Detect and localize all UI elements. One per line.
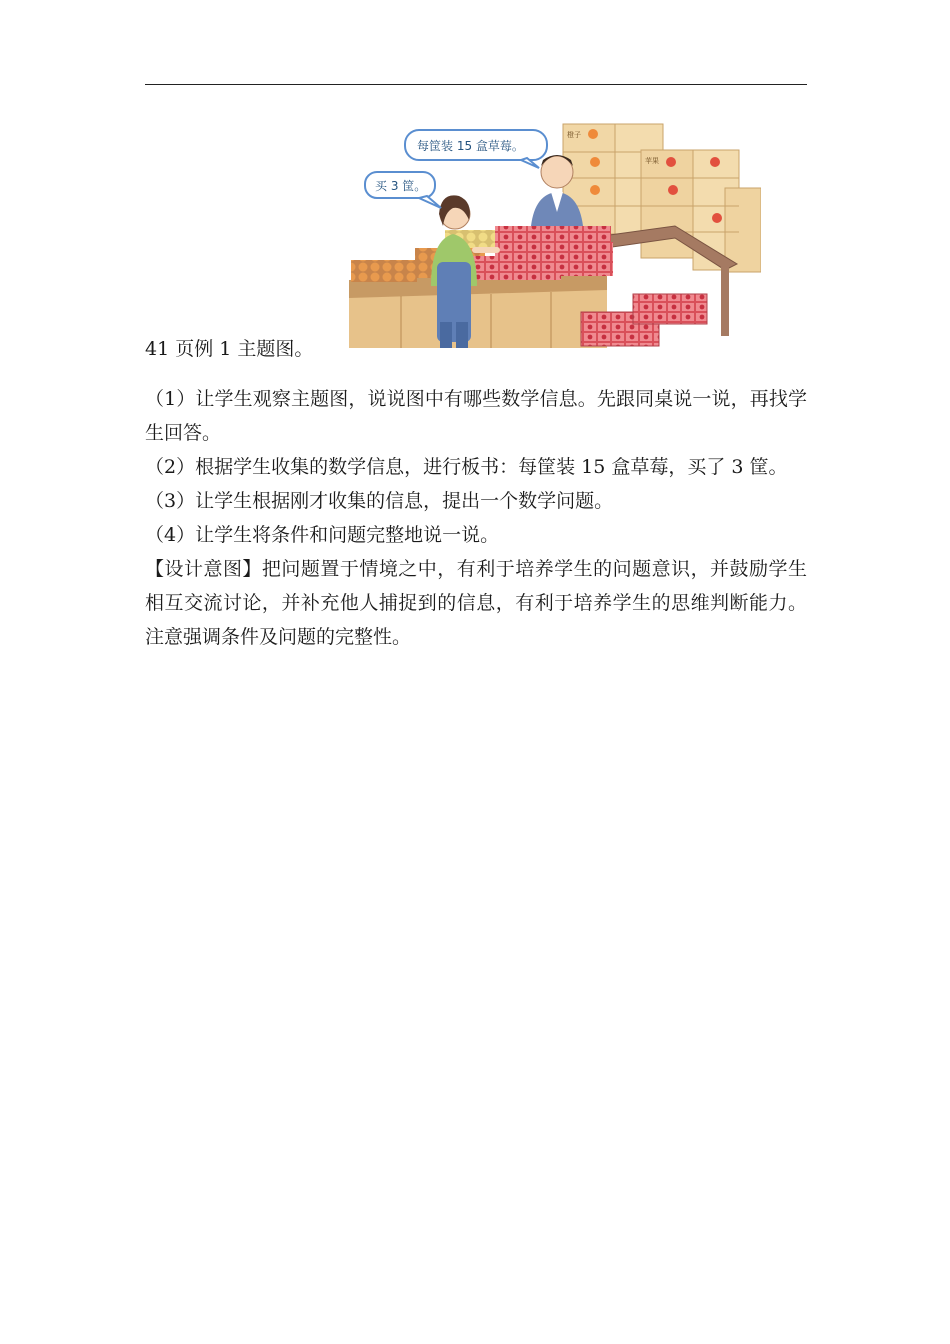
figure-caption: 41 页例 1 主题图。	[145, 338, 314, 360]
box-label-orange: 橙子	[567, 131, 581, 139]
step-1-paragraph: （1）让学生观察主题图，说说图中有哪些数学信息。先跟同桌说一说，再找学生回答。	[145, 388, 807, 444]
teacher-speech-bubble	[405, 130, 547, 168]
step-4-paragraph: （4）让学生将条件和问题完整地说一说。	[145, 524, 500, 546]
step-2-paragraph: （2）根据学生收集的数学信息，进行板书：每筐装 15 盒草莓，买了 3 筐。	[145, 456, 788, 478]
student-speech-text: 买 3 筐。	[375, 179, 427, 193]
step-3-paragraph: （3）让学生根据刚才收集的信息，提出一个数学问题。	[145, 490, 614, 512]
theme-illustration	[345, 122, 761, 350]
design-intent-paragraph: 【设计意图】把问题置于情境之中，有利于培养学生的问题意识，并鼓励学生相互交流讨论，并补充他人捕捉到的信息，有利于培养学生的思维判断能力。注意强调条件及问题的完整性。	[145, 558, 807, 648]
header-rule	[145, 84, 807, 85]
teacher-speech-text: 每筐装 15 盒草莓。	[417, 139, 524, 153]
student-speech-bubble	[365, 172, 441, 208]
fruit-stall	[349, 226, 613, 348]
lesson-body	[145, 382, 807, 654]
box-label-apple: 苹果	[645, 157, 659, 165]
